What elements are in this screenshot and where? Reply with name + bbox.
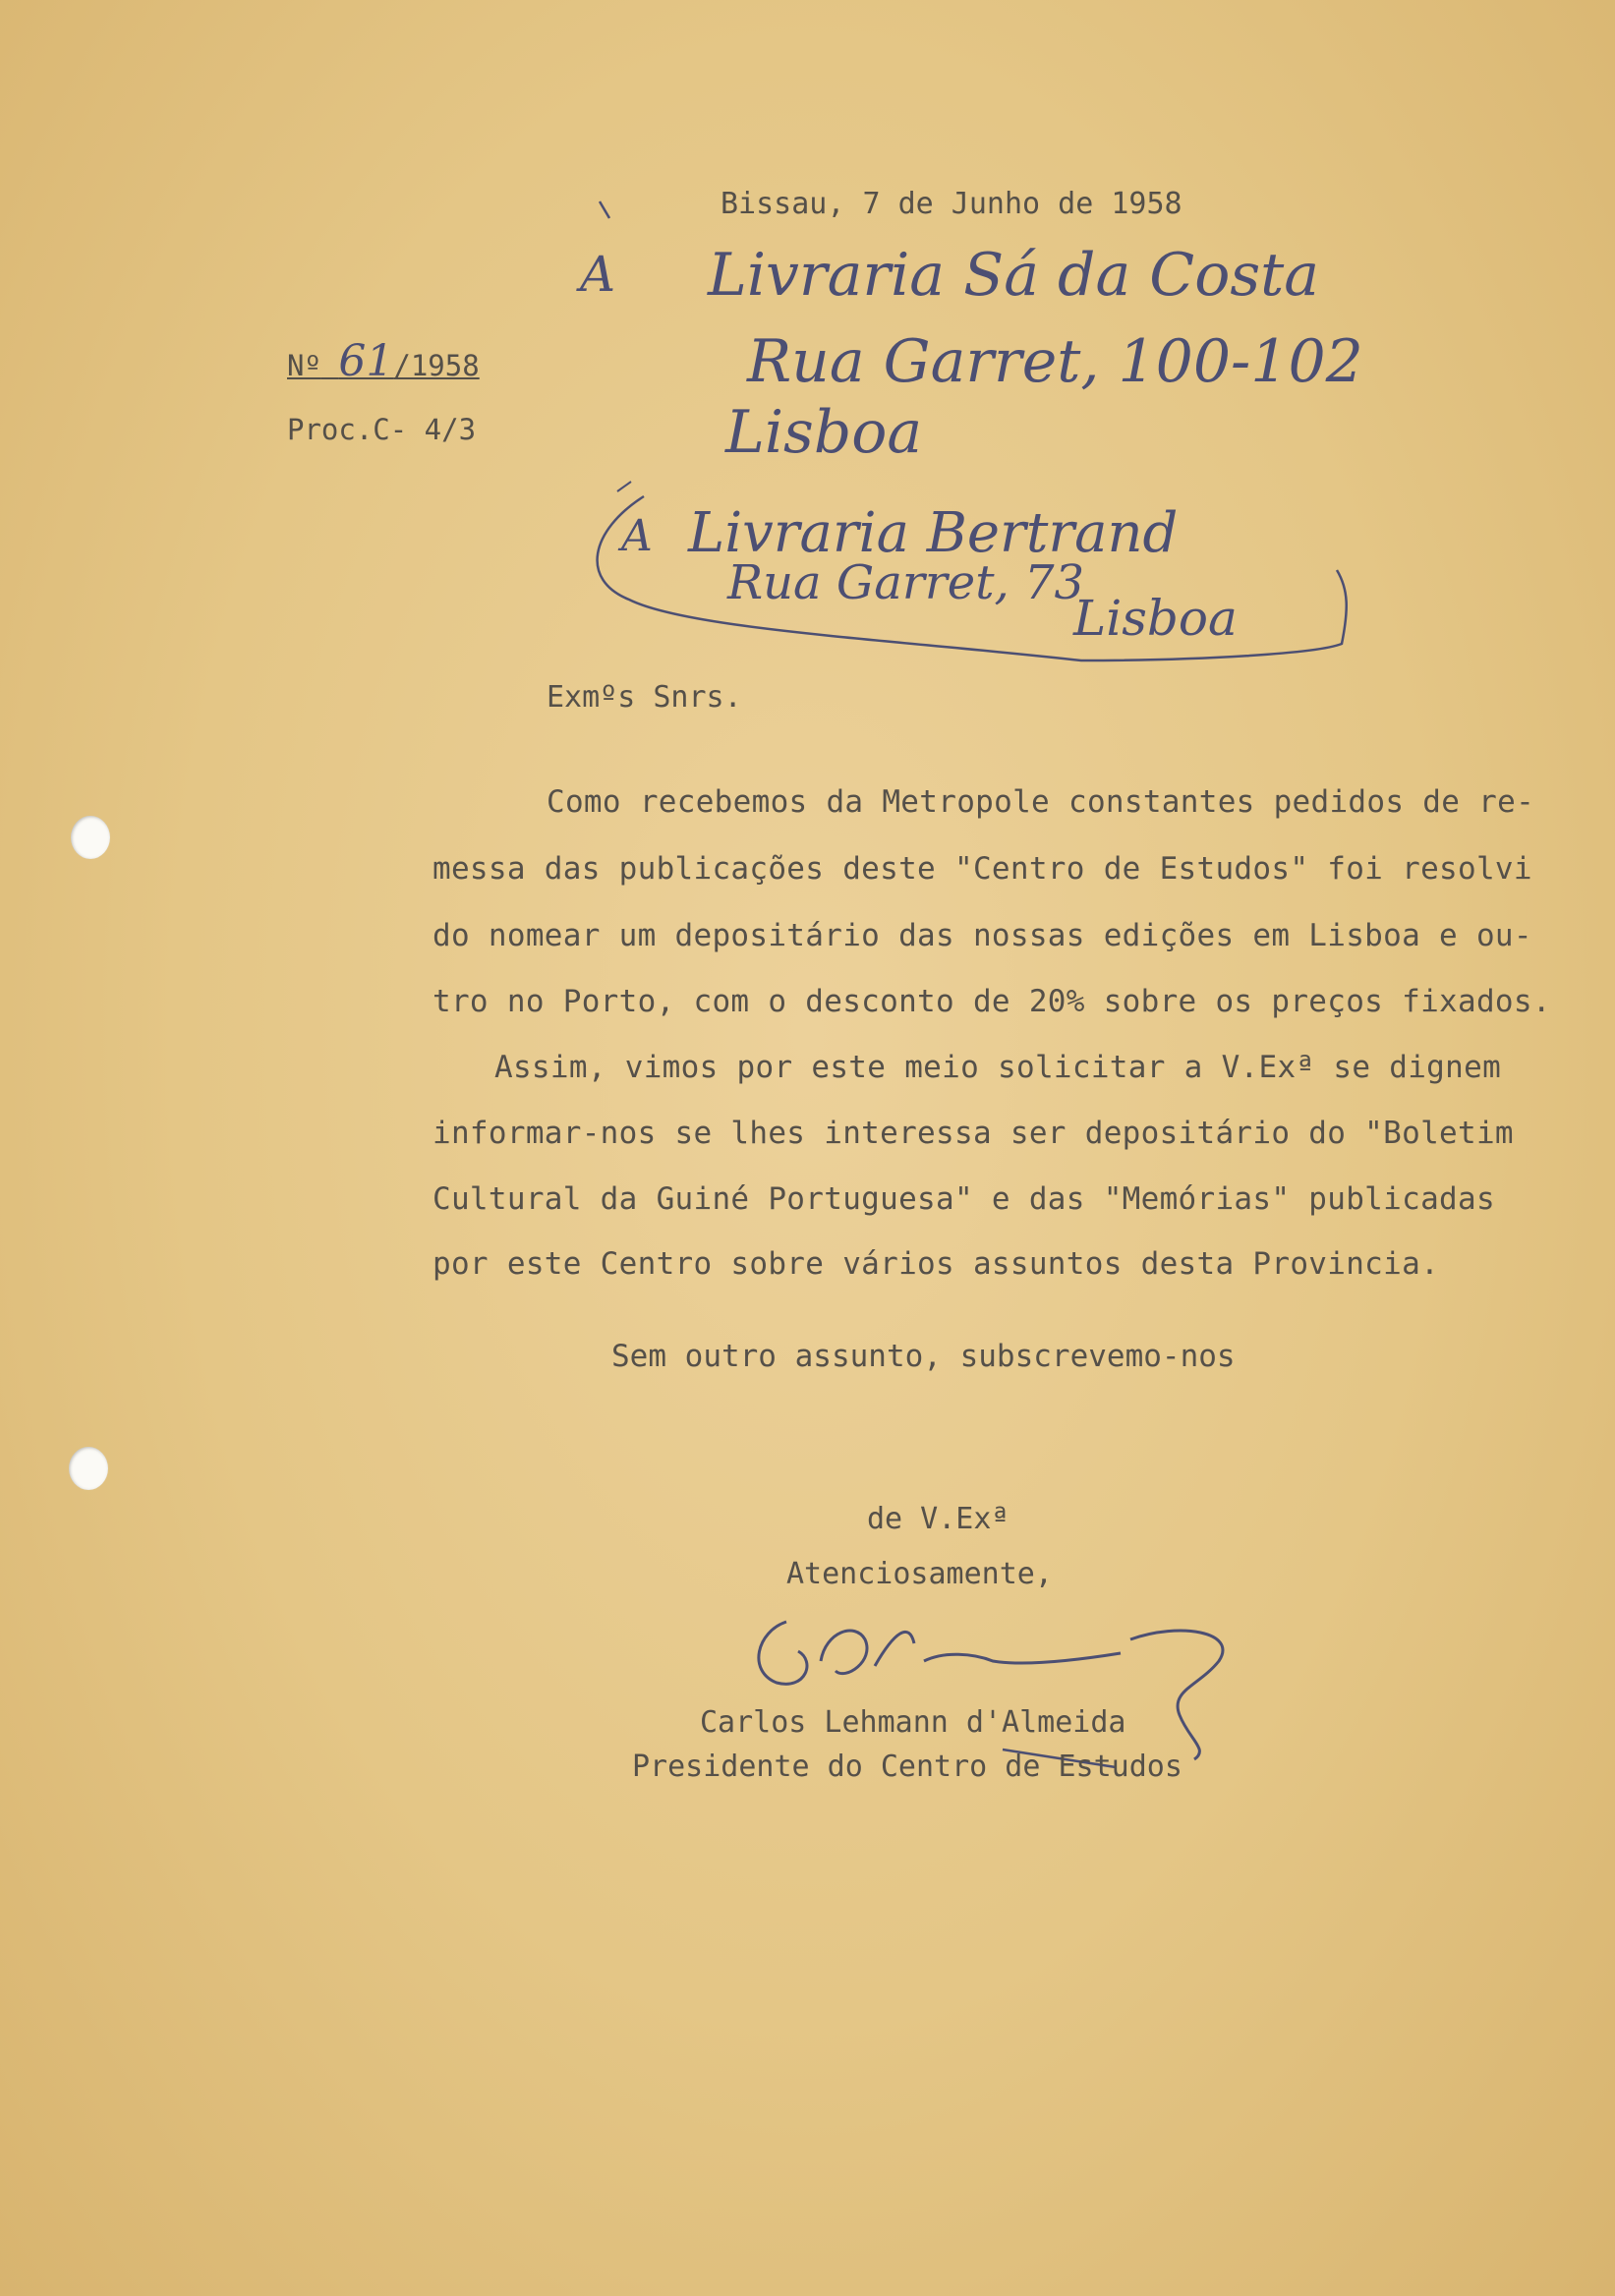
handwritten-addressee-line: Lisboa: [725, 398, 923, 467]
handwritten-mark: A: [580, 246, 616, 303]
signatory-name: Carlos Lehmann d'Almeida: [700, 1705, 1126, 1740]
reference-number-year: /1958: [393, 349, 480, 382]
handwritten-mark: A: [621, 511, 653, 561]
handwritten-addressee-line: Livraria Sá da Costa: [708, 241, 1320, 310]
punch-hole: [71, 816, 110, 859]
reference-number: [287, 336, 480, 386]
body-line: messa das publicações deste "Centro de Estudos" foi resolvi: [433, 851, 1532, 887]
body-line: tro no Porto, com o desconto de 20% sobre os preços fixados.: [433, 984, 1551, 1019]
salutation: Exmºs Snrs.: [547, 680, 742, 715]
reference-number-handwritten: 61: [338, 336, 394, 386]
body-line: Como recebemos da Metropole constantes pedidos de re-: [547, 784, 1535, 820]
closing-line: Sem outro assunto, subscrevemo-nos: [611, 1339, 1236, 1374]
body-line: por este Centro sobre vários assuntos desta Provincia.: [433, 1246, 1440, 1282]
punch-hole: [69, 1447, 108, 1490]
body-line: informar-nos se lhes interessa ser depositário do "Boletim: [433, 1116, 1514, 1151]
reference-number-prefix: Nº: [287, 349, 321, 382]
process-reference: Proc.C- 4/3: [287, 413, 477, 446]
body-line: do nomear um depositário das nossas edições em Lisboa e ou-: [433, 918, 1532, 953]
handwritten-addressee-line: Lisboa: [1073, 590, 1238, 647]
body-line: Cultural da Guiné Portuguesa" e das "Memórias" publicadas: [433, 1181, 1495, 1217]
handwritten-addressee-line: Rua Garret, 100-102: [747, 327, 1363, 396]
signatory-title: Presidente do Centro de Estudos: [632, 1750, 1182, 1784]
handwritten-addressee-line: Livraria Bertrand: [688, 501, 1179, 565]
letter-date: Bissau, 7 de Junho de 1958: [721, 187, 1182, 221]
body-line: Assim, vimos por este meio solicitar a V.Exª se dignem: [494, 1050, 1502, 1085]
signature-de: de V.Exª: [867, 1502, 1009, 1536]
signature-regards: Atenciosamente,: [786, 1557, 1053, 1591]
handwritten-addressee-line: Rua Garret, 73: [727, 555, 1085, 610]
